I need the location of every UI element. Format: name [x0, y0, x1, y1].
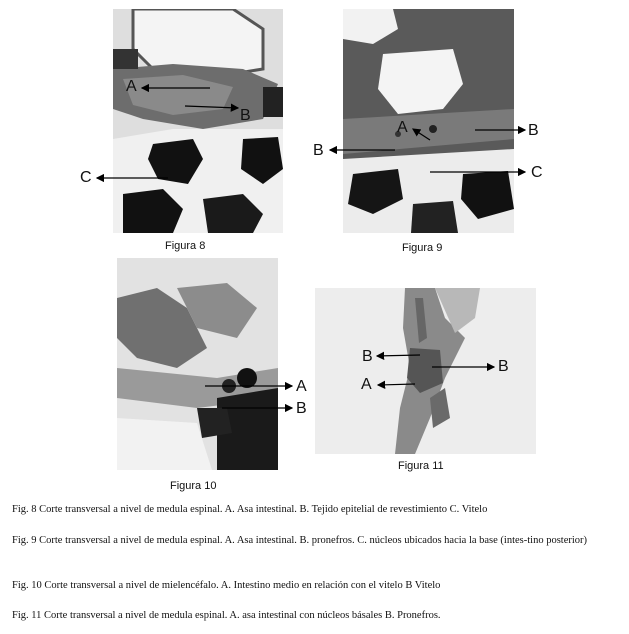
figure-8-marker-b: B: [240, 107, 251, 124]
figure-10-label: Figura 10: [170, 480, 217, 492]
caption-fig-9: Fig. 9 Corte transversal a nivel de medula espinal. A. Asa intestinal. B. pronefros. C. núcleos ubicados hacia la base (intes-tino posterior): [12, 535, 588, 546]
figure-8-micrograph: [113, 9, 283, 233]
figure-11-marker-b-right: B: [498, 358, 509, 375]
figure-9-marker-c: C: [531, 164, 543, 181]
figure-8-marker-c: C: [80, 169, 92, 186]
caption-fig-8: Fig. 8 Corte transversal a nivel de medula espinal. A. Asa intestinal. B. Tejido epitelial de revestimiento C. Vitelo: [12, 504, 488, 515]
figure-9-marker-a: A: [397, 119, 408, 136]
figure-9-marker-b-right: B: [528, 122, 539, 139]
caption-fig-11: Fig. 11 Corte transversal a nivel de medula espinal. A. asa intestinal con núcleos básales B. Pronefros.: [12, 610, 441, 621]
figure-10-micrograph: [117, 258, 278, 470]
figure-9-micrograph: [343, 9, 514, 233]
caption-fig-10: Fig. 10 Corte transversal a nivel de mielencéfalo. A. Intestino medio en relación con el vitelo B Vitelo: [12, 580, 441, 591]
figure-9-marker-b-left: B: [313, 142, 324, 159]
figure-11-marker-b-left: B: [362, 348, 373, 365]
figure-10-marker-b: B: [296, 400, 307, 417]
figure-8-marker-a: A: [126, 78, 137, 95]
figure-8-label: Figura 8: [165, 240, 206, 252]
figure-11-marker-a: A: [361, 376, 372, 393]
figure-11-label: Figura 11: [398, 460, 444, 472]
figure-9-label: Figura 9: [402, 242, 443, 254]
figure-10-marker-a: A: [296, 378, 307, 395]
